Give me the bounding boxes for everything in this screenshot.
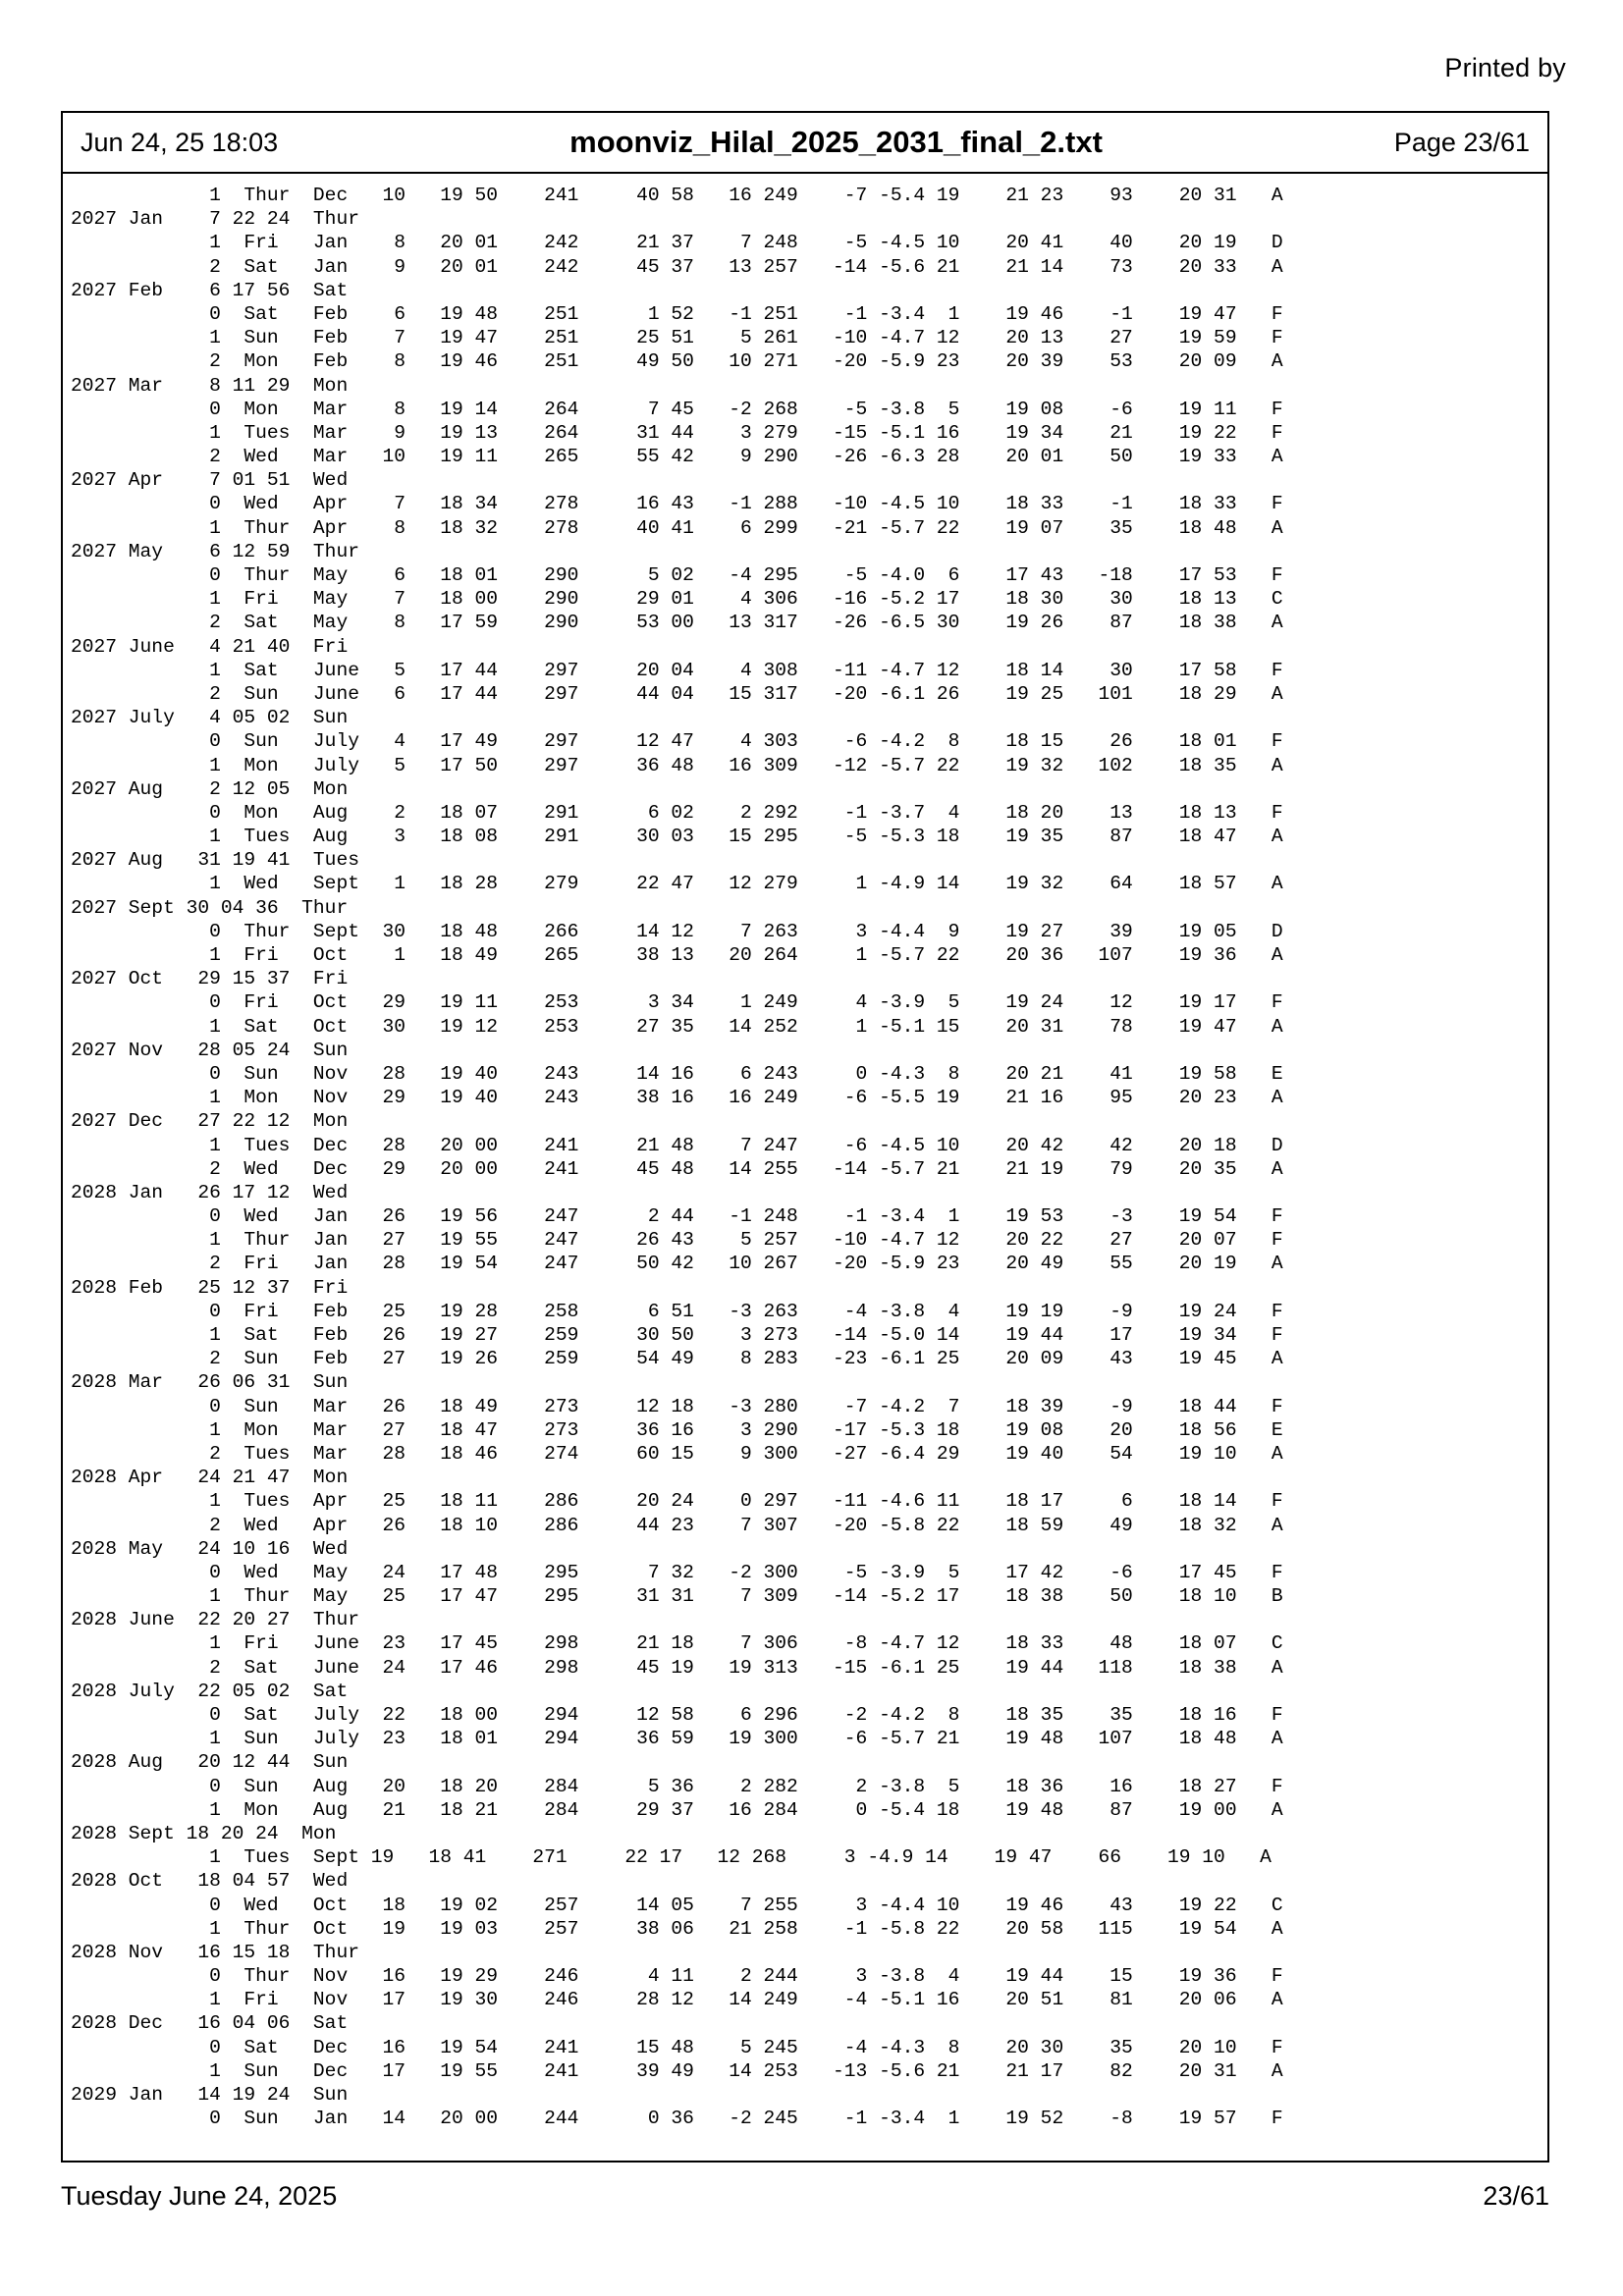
print-frame bbox=[61, 111, 1549, 2163]
listing-row: 2028 Nov 16 15 18 Thur bbox=[71, 1941, 359, 1963]
listing-row: 2 Wed Dec 29 20 00 241 45 48 14 255 -14 -5.7 21 21 19 79 20 35 A bbox=[71, 1157, 1283, 1180]
footer-date: Tuesday June 24, 2025 bbox=[61, 2181, 338, 2211]
listing-row: 2028 Jan 26 17 12 Wed bbox=[71, 1181, 349, 1203]
page-footer bbox=[61, 2181, 1549, 2212]
listing-row: 0 Fri Oct 29 19 11 253 3 34 1 249 4 -3.9 5 19 24 12 19 17 F bbox=[71, 991, 1283, 1014]
listing-row: 1 Wed Sept 1 18 28 279 22 47 12 279 1 -4.9 14 19 32 64 18 57 A bbox=[71, 873, 1283, 895]
listing-row: 0 Wed May 24 17 48 295 7 32 -2 300 -5 -3.9 5 17 42 -6 17 45 F bbox=[71, 1561, 1283, 1583]
listing-row: 0 Mon Mar 8 19 14 264 7 45 -2 268 -5 -3.8 5 19 08 -6 19 11 F bbox=[71, 398, 1283, 420]
listing-row: 2027 Aug 31 19 41 Tues bbox=[71, 849, 359, 872]
listing-row: 0 Wed Apr 7 18 34 278 16 43 -1 288 -10 -4.5 10 18 33 -1 18 33 F bbox=[71, 493, 1283, 515]
header-print-date: Jun 24, 25 18:03 bbox=[81, 127, 279, 157]
listing-row: 0 Sat Dec 16 19 54 241 15 48 5 245 -4 -4.3 8 20 30 35 20 10 F bbox=[71, 2036, 1283, 2058]
listing-row: 0 Thur Nov 16 19 29 246 4 11 2 244 3 -3.8 4 19 44 15 19 36 F bbox=[71, 1965, 1283, 1988]
listing-row: 2029 Jan 14 19 24 Sun bbox=[71, 2084, 349, 2106]
listing-row: 2027 June 4 21 40 Fri bbox=[71, 635, 349, 658]
listing-row: 1 Sat June 5 17 44 297 20 04 4 308 -11 -4.7 12 18 14 30 17 58 F bbox=[71, 659, 1283, 681]
listing-row: 2028 June 22 20 27 Thur bbox=[71, 1609, 359, 1631]
listing-row: 1 Fri Oct 1 18 49 265 38 13 20 264 1 -5.7 22 20 36 107 19 36 A bbox=[71, 944, 1283, 966]
listing-row: 2028 Aug 20 12 44 Sun bbox=[71, 1751, 349, 1774]
listing-row: 1 Thur May 25 17 47 295 31 31 7 309 -14 -5.2 17 18 38 50 18 10 B bbox=[71, 1585, 1283, 1608]
footer-page-number: 23/61 bbox=[1483, 2181, 1549, 2211]
listing-row: 2 Wed Apr 26 18 10 286 44 23 7 307 -20 -5.8 22 18 59 49 18 32 A bbox=[71, 1514, 1283, 1536]
listing-row: 1 Sat Oct 30 19 12 253 27 35 14 252 1 -5.1 15 20 31 78 19 47 A bbox=[71, 1015, 1283, 1038]
listing-row: 2027 May 6 12 59 Thur bbox=[71, 540, 359, 562]
listing-row: 0 Sun Aug 20 18 20 284 5 36 2 282 2 -3.8 5 18 36 16 18 27 F bbox=[71, 1775, 1283, 1797]
listing-row: 2028 Mar 26 06 31 Sun bbox=[71, 1371, 349, 1394]
listing-body bbox=[63, 174, 1547, 2130]
listing-row: 1 Fri Jan 8 20 01 242 21 37 7 248 -5 -4.5 10 20 41 40 20 19 D bbox=[71, 232, 1283, 254]
printed-by-label: Printed by bbox=[1444, 53, 1566, 82]
listing-row: 1 Tues Apr 25 18 11 286 20 24 0 297 -11 -4.6 11 18 17 6 18 14 F bbox=[71, 1490, 1283, 1513]
listing-row: 2027 Dec 27 22 12 Mon bbox=[71, 1110, 349, 1133]
listing-row: 1 Sun Feb 7 19 47 251 25 51 5 261 -10 -4.7 12 20 13 27 19 59 F bbox=[71, 327, 1283, 349]
listing-row: 0 Fri Feb 25 19 28 258 6 51 -3 263 -4 -3.8 4 19 19 -9 19 24 F bbox=[71, 1300, 1283, 1322]
listing-row: 2 Fri Jan 28 19 54 247 50 42 10 267 -20 -5.9 23 20 49 55 20 19 A bbox=[71, 1253, 1283, 1275]
listing-row: 1 Mon Aug 21 18 21 284 29 37 16 284 0 -5.4 18 19 48 87 19 00 A bbox=[71, 1798, 1283, 1821]
listing-row: 1 Fri Nov 17 19 30 246 28 12 14 249 -4 -5.1 16 20 51 81 20 06 A bbox=[71, 1989, 1283, 2011]
listing-row: 1 Sun July 23 18 01 294 36 59 19 300 -6 -5.7 21 19 48 107 18 48 A bbox=[71, 1728, 1283, 1750]
listing-row: 1 Tues Sept 19 18 41 271 22 17 12 268 3 -4.9 14 19 47 66 19 10 A bbox=[71, 1846, 1271, 1869]
listing-row: 1 Tues Dec 28 20 00 241 21 48 7 247 -6 -4.5 10 20 42 42 20 18 D bbox=[71, 1134, 1283, 1156]
listing-row: 2027 Aug 2 12 05 Mon bbox=[71, 777, 349, 800]
listing-row: 1 Thur Oct 19 19 03 257 38 06 21 258 -1 -5.8 22 20 58 115 19 54 A bbox=[71, 1917, 1283, 1940]
listing-row: 1 Sun Dec 17 19 55 241 39 49 14 253 -13 -5.6 21 21 17 82 20 31 A bbox=[71, 2059, 1283, 2082]
listing-row: 2 Sat Jan 9 20 01 242 45 37 13 257 -14 -5.6 21 21 14 73 20 33 A bbox=[71, 255, 1283, 278]
listing-row: 2027 Nov 28 05 24 Sun bbox=[71, 1039, 349, 1061]
listing-row: 1 Mon July 5 17 50 297 36 48 16 309 -12 -5.7 22 19 32 102 18 35 A bbox=[71, 754, 1283, 776]
listing-row: 0 Wed Jan 26 19 56 247 2 44 -1 248 -1 -3.4 1 19 53 -3 19 54 F bbox=[71, 1205, 1283, 1228]
listing-row: 2027 Sept 30 04 36 Thur bbox=[71, 896, 349, 919]
listing-row: 1 Mon Mar 27 18 47 273 36 16 3 290 -17 -5.3 18 19 08 20 18 56 E bbox=[71, 1418, 1283, 1441]
listing-row: 1 Tues Mar 9 19 13 264 31 44 3 279 -15 -5.1 16 19 34 21 19 22 F bbox=[71, 421, 1283, 444]
listing-row: 0 Wed Oct 18 19 02 257 14 05 7 255 3 -4.4 10 19 46 43 19 22 C bbox=[71, 1894, 1283, 1916]
listing-row: 2027 Feb 6 17 56 Sat bbox=[71, 279, 349, 301]
listing-row: 0 Thur Sept 30 18 48 266 14 12 7 263 3 -4.4 9 19 27 39 19 05 D bbox=[71, 920, 1283, 942]
listing-row: 2027 Mar 8 11 29 Mon bbox=[71, 374, 349, 397]
listing-row: 1 Thur Apr 8 18 32 278 40 41 6 299 -21 -5.7 22 19 07 35 18 48 A bbox=[71, 516, 1283, 539]
listing-row: 2027 Jan 7 22 24 Thur bbox=[71, 208, 359, 231]
print-header bbox=[63, 113, 1547, 174]
header-file-title: moonviz_Hilal_2025_2031_final_2.txt bbox=[569, 125, 1103, 159]
listing-row: 1 Fri May 7 18 00 290 29 01 4 306 -16 -5.2 17 18 30 30 18 13 C bbox=[71, 588, 1283, 611]
listing-row: 2027 Apr 7 01 51 Wed bbox=[71, 469, 349, 492]
listing-row: 0 Sat July 22 18 00 294 12 58 6 296 -2 -4.2 8 18 35 35 18 16 F bbox=[71, 1704, 1283, 1726]
listing-row: 0 Mon Aug 2 18 07 291 6 02 2 292 -1 -3.7 4 18 20 13 18 13 F bbox=[71, 801, 1283, 824]
listing-row: 1 Mon Nov 29 19 40 243 38 16 16 249 -6 -5.5 19 21 16 95 20 23 A bbox=[71, 1087, 1283, 1109]
header-page-number: Page 23/61 bbox=[1393, 127, 1530, 157]
listing-row: 0 Sun Nov 28 19 40 243 14 16 6 243 0 -4.3 8 20 21 41 19 58 E bbox=[71, 1062, 1283, 1085]
listing-row: 1 Tues Aug 3 18 08 291 30 03 15 295 -5 -5.3 18 19 35 87 18 47 A bbox=[71, 826, 1283, 848]
listing-row: 2 Sat May 8 17 59 290 53 00 13 317 -26 -6.5 30 19 26 87 18 38 A bbox=[71, 612, 1283, 634]
listing-row: 2 Wed Mar 10 19 11 265 55 42 9 290 -26 -6.3 28 20 01 50 19 33 A bbox=[71, 446, 1283, 468]
listing-row: 1 Thur Dec 10 19 50 241 40 58 16 249 -7 -5.4 19 21 23 93 20 31 A bbox=[71, 185, 1283, 206]
listing-row: 2028 Feb 25 12 37 Fri bbox=[71, 1276, 349, 1299]
listing-row: 2028 Sept 18 20 24 Mon bbox=[71, 1822, 337, 1844]
listing-row: 2027 Oct 29 15 37 Fri bbox=[71, 968, 349, 990]
listing-row: 0 Sat Feb 6 19 48 251 1 52 -1 251 -1 -3.4 1 19 46 -1 19 47 F bbox=[71, 302, 1283, 325]
listing-row: 2028 July 22 05 02 Sat bbox=[71, 1680, 349, 1702]
listing-row: 2028 Dec 16 04 06 Sat bbox=[71, 2012, 349, 2035]
listing-row: 0 Sun Jan 14 20 00 244 0 36 -2 245 -1 -3.4 1 19 52 -8 19 57 F bbox=[71, 2108, 1283, 2130]
listing-row: 0 Sun July 4 17 49 297 12 47 4 303 -6 -4.2 8 18 15 26 18 01 F bbox=[71, 730, 1283, 753]
listing-row: 1 Fri June 23 17 45 298 21 18 7 306 -8 -4.7 12 18 33 48 18 07 C bbox=[71, 1632, 1283, 1655]
listing-row: 2028 Oct 18 04 57 Wed bbox=[71, 1870, 349, 1893]
listing-row: 1 Sat Feb 26 19 27 259 30 50 3 273 -14 -5.0 14 19 44 17 19 34 F bbox=[71, 1324, 1283, 1346]
listing-row: 2028 May 24 10 16 Wed bbox=[71, 1537, 349, 1560]
listing-row: 2 Sun June 6 17 44 297 44 04 15 317 -20 -6.1 26 19 25 101 18 29 A bbox=[71, 682, 1283, 705]
listing-row: 2028 Apr 24 21 47 Mon bbox=[71, 1467, 349, 1489]
listing-row: 1 Thur Jan 27 19 55 247 26 43 5 257 -10 -4.7 12 20 22 27 20 07 F bbox=[71, 1229, 1283, 1252]
listing-row: 2 Tues Mar 28 18 46 274 60 15 9 300 -27 -6.4 29 19 40 54 19 10 A bbox=[71, 1442, 1283, 1465]
listing-row: 0 Sun Mar 26 18 49 273 12 18 -3 280 -7 -4.2 7 18 39 -9 18 44 F bbox=[71, 1395, 1283, 1417]
listing-row: 2027 July 4 05 02 Sun bbox=[71, 707, 349, 729]
listing-row: 2 Mon Feb 8 19 46 251 49 50 10 271 -20 -5.9 23 20 39 53 20 09 A bbox=[71, 350, 1283, 373]
listing-row: 0 Thur May 6 18 01 290 5 02 -4 295 -5 -4.0 6 17 43 -18 17 53 F bbox=[71, 564, 1283, 586]
listing-row: 2 Sun Feb 27 19 26 259 54 49 8 283 -23 -6.1 25 20 09 43 19 45 A bbox=[71, 1348, 1283, 1370]
listing-row: 2 Sat June 24 17 46 298 45 19 19 313 -15 -6.1 25 19 44 118 18 38 A bbox=[71, 1656, 1283, 1679]
